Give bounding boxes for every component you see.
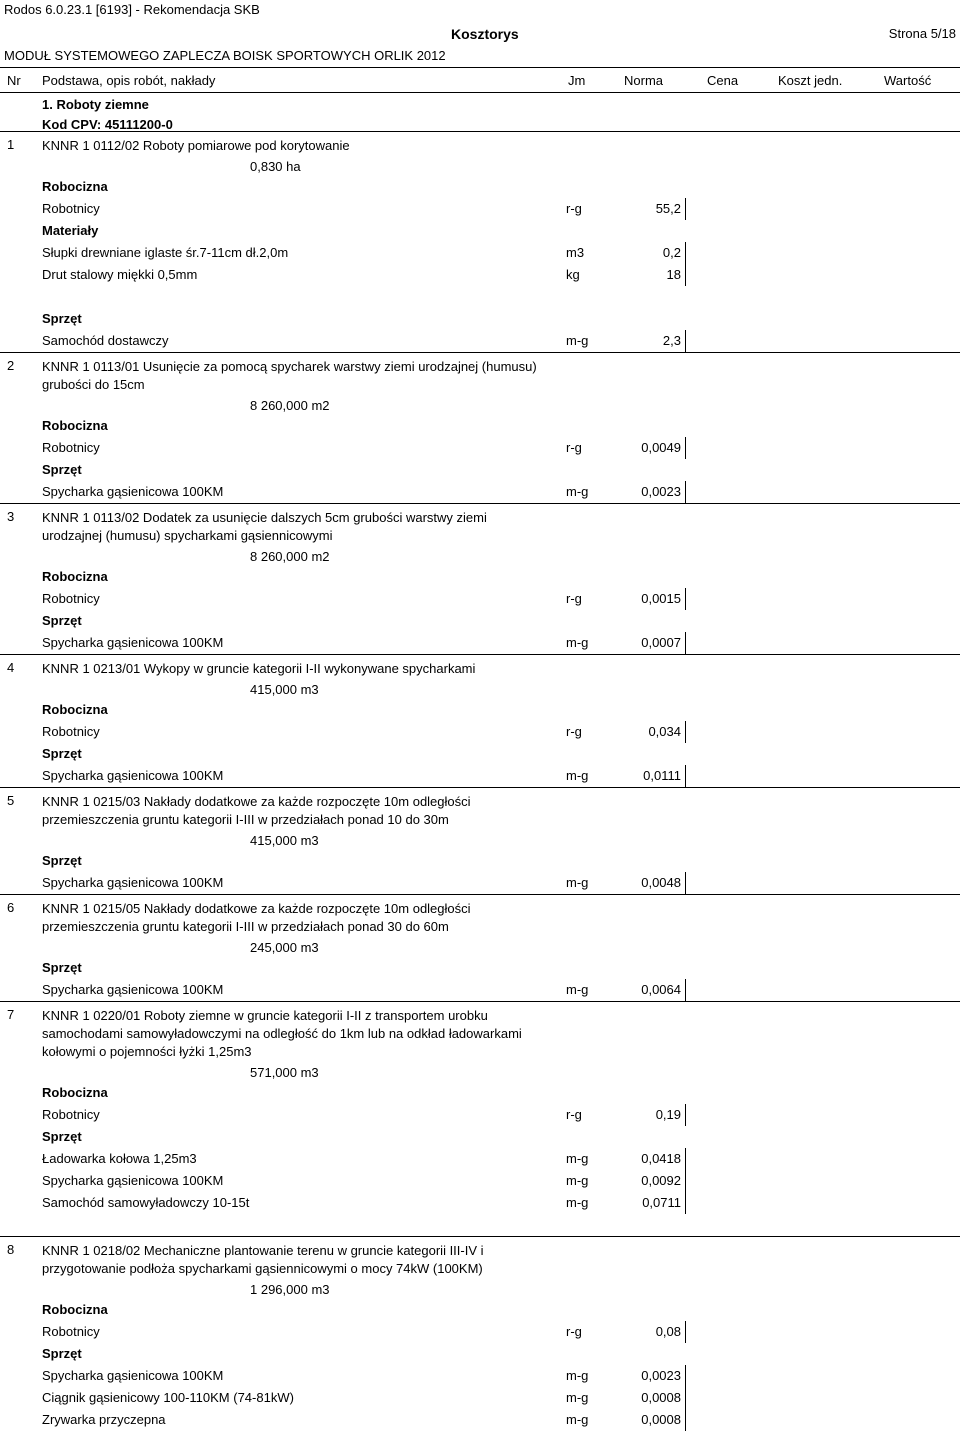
column-divider — [685, 330, 686, 352]
resource-unit: r-g — [566, 201, 582, 216]
resource-row — [0, 721, 960, 743]
estimate-item — [0, 1001, 960, 1236]
column-divider — [685, 1148, 686, 1170]
app-title: Rodos 6.0.23.1 [6193] - Rekomendacja SKB — [4, 2, 260, 17]
group-label: Sprzęt — [42, 613, 82, 628]
resource-norm: 0,034 — [648, 724, 681, 739]
resource-group-heading — [0, 850, 960, 872]
resource-row — [0, 242, 960, 264]
col-wartosc: Wartość — [884, 73, 932, 88]
resource-name: Spycharka gąsienicowa 100KM — [42, 635, 224, 650]
group-label: Sprzęt — [42, 1129, 82, 1144]
resource-group-heading — [0, 566, 960, 588]
item-number: 8 — [7, 1242, 15, 1257]
item-description: KNNR 1 0113/01 Usunięcie za pomocą spycharek warstwy ziemi urodzajnej (humusu) grubości do 15cm — [42, 359, 537, 392]
resource-unit: m-g — [566, 1412, 589, 1427]
resource-group-heading — [0, 1343, 960, 1365]
resource-name: Spycharka gąsienicowa 100KM — [42, 1173, 224, 1188]
resource-name: Spycharka gąsienicowa 100KM — [42, 484, 224, 499]
resource-name: Robotnicy — [42, 440, 100, 455]
resource-row — [0, 437, 960, 459]
resource-norm: 0,0007 — [641, 635, 681, 650]
resource-group-heading — [0, 415, 960, 437]
resource-norm: 55,2 — [655, 201, 681, 216]
estimate-item — [0, 352, 960, 503]
item-number: 2 — [7, 358, 15, 373]
resource-row — [0, 765, 960, 787]
column-divider — [685, 588, 686, 610]
item-quantity: 0,830 ha — [250, 159, 301, 174]
item-description: KNNR 1 0220/01 Roboty ziemne w gruncie kategorii I-II z transportem urobku samochodami samowyładowczymi na odległość do 1km lub na odkład ładowarkami kołowymi o pojemności łyżki 1,25m3 — [42, 1008, 522, 1059]
resource-norm: 0,0049 — [641, 440, 681, 455]
resource-group-heading — [0, 699, 960, 721]
resource-unit: m-g — [566, 1368, 589, 1383]
resource-norm: 0,0711 — [642, 1195, 681, 1210]
item-quantity: 1 296,000 m3 — [250, 1282, 330, 1297]
item-description: KNNR 1 0218/02 Mechaniczne plantowanie terenu w gruncie kategorii III-IV i przygotowanie podłoża spycharkami gąsiennicowymi o mocy 74kW (100KM) — [42, 1243, 484, 1276]
item-quantity: 8 260,000 m2 — [250, 549, 330, 564]
resource-norm: 0,0418 — [641, 1151, 681, 1166]
resource-unit: r-g — [566, 591, 582, 606]
spacer — [0, 286, 960, 308]
item-number: 6 — [7, 900, 15, 915]
column-divider — [685, 264, 686, 286]
column-divider — [685, 979, 686, 1001]
resource-unit: m-g — [566, 875, 589, 890]
resource-name: Ciągnik gąsienicowy 100-110KM (74-81kW) — [42, 1390, 294, 1405]
group-label: Robocizna — [42, 179, 108, 194]
section-title: 1. Roboty ziemne — [42, 97, 149, 112]
resource-group-heading — [0, 1299, 960, 1321]
resource-group-heading — [0, 610, 960, 632]
resource-unit: r-g — [566, 1324, 582, 1339]
resource-group-heading — [0, 743, 960, 765]
resource-norm: 0,0092 — [641, 1173, 681, 1188]
resource-name: Słupki drewniane iglaste śr.7-11cm dł.2,0m — [42, 245, 289, 260]
estimate-item — [0, 894, 960, 1001]
group-label: Robocizna — [42, 1302, 108, 1317]
resource-row — [0, 1365, 960, 1387]
resource-unit: m-g — [566, 1151, 589, 1166]
resource-unit: r-g — [566, 1107, 582, 1122]
column-divider — [685, 1409, 686, 1431]
col-cena: Cena — [707, 73, 739, 88]
resource-row — [0, 1387, 960, 1409]
resource-row — [0, 481, 960, 503]
item-description: KNNR 1 0113/02 Dodatek za usunięcie dalszych 5cm grubości warstwy ziemi urodzajnej (humusu) spycharkami gąsiennicowymi — [42, 510, 487, 543]
resource-unit: r-g — [566, 724, 582, 739]
group-label: Robocizna — [42, 418, 108, 433]
column-divider — [685, 1321, 686, 1343]
resource-unit: m-g — [566, 768, 589, 783]
estimate-item — [0, 131, 960, 352]
section-heading — [42, 95, 173, 135]
resource-row — [0, 1321, 960, 1343]
resource-row — [0, 330, 960, 352]
resource-group-heading — [0, 220, 960, 242]
group-label: Materiały — [42, 223, 99, 238]
resource-norm: 0,0023 — [641, 484, 681, 499]
resource-row — [0, 1104, 960, 1126]
item-description: KNNR 1 0215/05 Nakłady dodatkowe za każde rozpoczęte 10m odległości przemieszczenia gruntu kategorii I-III w przedziałach ponad 30 do 60m — [42, 901, 471, 934]
resource-norm: 0,0023 — [641, 1368, 681, 1383]
resource-group-heading — [0, 459, 960, 481]
column-divider — [685, 1365, 686, 1387]
col-nr: Nr — [7, 73, 21, 88]
resource-row — [0, 588, 960, 610]
estimate-item — [0, 787, 960, 894]
resource-name: Spycharka gąsienicowa 100KM — [42, 982, 224, 997]
resource-norm: 0,0008 — [641, 1390, 681, 1405]
resource-unit: m-g — [566, 333, 589, 348]
resource-unit: kg — [566, 267, 580, 282]
resource-group-heading — [0, 957, 960, 979]
item-quantity: 415,000 m3 — [250, 833, 319, 848]
resource-group-heading — [0, 308, 960, 330]
resource-unit: m3 — [566, 245, 585, 260]
resource-row — [0, 1409, 960, 1431]
group-label: Robocizna — [42, 569, 108, 584]
column-divider — [685, 1387, 686, 1409]
group-label: Sprzęt — [42, 1346, 82, 1361]
spacer — [0, 1214, 960, 1236]
resource-row — [0, 198, 960, 220]
column-divider — [685, 198, 686, 220]
estimate-item — [0, 1236, 960, 1431]
column-divider — [685, 721, 686, 743]
resource-unit: m-g — [566, 1195, 589, 1210]
resource-name: Samochód samowyładowczy 10-15t — [42, 1195, 250, 1210]
resource-unit: m-g — [566, 635, 589, 650]
resource-name: Samochód dostawczy — [42, 333, 169, 348]
item-number: 1 — [7, 137, 15, 152]
resource-name: Robotnicy — [42, 1324, 100, 1339]
column-divider — [685, 1104, 686, 1126]
resource-unit: m-g — [566, 1173, 589, 1188]
group-label: Sprzęt — [42, 853, 82, 868]
page-header — [0, 0, 960, 95]
resource-norm: 2,3 — [662, 333, 681, 348]
resource-norm: 0,0015 — [641, 591, 681, 606]
resource-norm: 18 — [666, 267, 681, 282]
resource-unit: m-g — [566, 1390, 589, 1405]
column-divider — [685, 481, 686, 503]
resource-row — [0, 979, 960, 1001]
resource-row — [0, 1192, 960, 1214]
document-title: Kosztorys — [451, 26, 519, 42]
resource-row — [0, 264, 960, 286]
group-label: Sprzęt — [42, 746, 82, 761]
item-number: 5 — [7, 793, 15, 808]
resource-name: Ładowarka kołowa 1,25m3 — [42, 1151, 197, 1166]
resource-name: Spycharka gąsienicowa 100KM — [42, 768, 224, 783]
column-divider — [685, 437, 686, 459]
resource-group-heading — [0, 1082, 960, 1104]
column-divider — [685, 632, 686, 654]
resource-unit: m-g — [566, 484, 589, 499]
col-desc: Podstawa, opis robót, nakłady — [42, 73, 216, 88]
items-list — [0, 131, 960, 1431]
resource-norm: 0,2 — [662, 245, 681, 260]
group-label: Sprzęt — [42, 960, 82, 975]
item-quantity: 8 260,000 m2 — [250, 398, 330, 413]
group-label: Sprzęt — [42, 462, 82, 477]
resource-row — [0, 872, 960, 894]
column-divider — [685, 872, 686, 894]
resource-name: Robotnicy — [42, 591, 100, 606]
resource-unit: r-g — [566, 440, 582, 455]
resource-group-heading — [0, 1126, 960, 1148]
resource-norm: 0,0111 — [643, 768, 681, 783]
group-label: Sprzęt — [42, 311, 82, 326]
resource-unit: m-g — [566, 982, 589, 997]
resource-name: Spycharka gąsienicowa 100KM — [42, 1368, 224, 1383]
resource-norm: 0,08 — [655, 1324, 681, 1339]
col-norma: Norma — [624, 73, 664, 88]
resource-name: Robotnicy — [42, 201, 100, 216]
column-divider — [685, 242, 686, 264]
item-description: KNNR 1 0213/01 Wykopy w gruncie kategorii I-II wykonywane spycharkami — [42, 661, 476, 676]
resource-norm: 0,0008 — [641, 1412, 681, 1427]
group-label: Robocizna — [42, 702, 108, 717]
group-label: Robocizna — [42, 1085, 108, 1100]
resource-norm: 0,19 — [655, 1107, 681, 1122]
resource-row — [0, 1170, 960, 1192]
item-number: 4 — [7, 660, 15, 675]
column-divider — [685, 1170, 686, 1192]
item-description: KNNR 1 0112/02 Roboty pomiarowe pod korytowanie — [42, 138, 350, 153]
resource-name: Zrywarka przyczepna — [42, 1412, 166, 1427]
item-quantity: 571,000 m3 — [250, 1065, 319, 1080]
column-headers — [0, 67, 960, 93]
section-code: Kod CPV: 45111200-0 — [42, 117, 173, 132]
resource-name: Robotnicy — [42, 724, 100, 739]
item-description: KNNR 1 0215/03 Nakłady dodatkowe za każde rozpoczęte 10m odległości przemieszczenia gruntu kategorii I-III w przedziałach ponad 10 do 30m — [42, 794, 471, 827]
resource-group-heading — [0, 176, 960, 198]
resource-row — [0, 632, 960, 654]
resource-name: Robotnicy — [42, 1107, 100, 1122]
column-divider — [685, 765, 686, 787]
project-name: MODUŁ SYSTEMOWEGO ZAPLECZA BOISK SPORTOWYCH ORLIK 2012 — [4, 48, 446, 63]
col-koszt: Koszt jedn. — [778, 73, 843, 88]
page-number: Strona 5/18 — [888, 26, 956, 41]
estimate-item — [0, 503, 960, 654]
item-number: 7 — [7, 1007, 15, 1022]
resource-norm: 0,0064 — [641, 982, 681, 997]
resource-norm: 0,0048 — [641, 875, 681, 890]
resource-name: Spycharka gąsienicowa 100KM — [42, 875, 224, 890]
item-number: 3 — [7, 509, 15, 524]
column-divider — [685, 1192, 686, 1214]
resource-row — [0, 1148, 960, 1170]
item-quantity: 245,000 m3 — [250, 940, 319, 955]
estimate-item — [0, 654, 960, 787]
item-quantity: 415,000 m3 — [250, 682, 319, 697]
col-jm: Jm — [568, 73, 586, 88]
resource-name: Drut stalowy miękki 0,5mm — [42, 267, 198, 282]
